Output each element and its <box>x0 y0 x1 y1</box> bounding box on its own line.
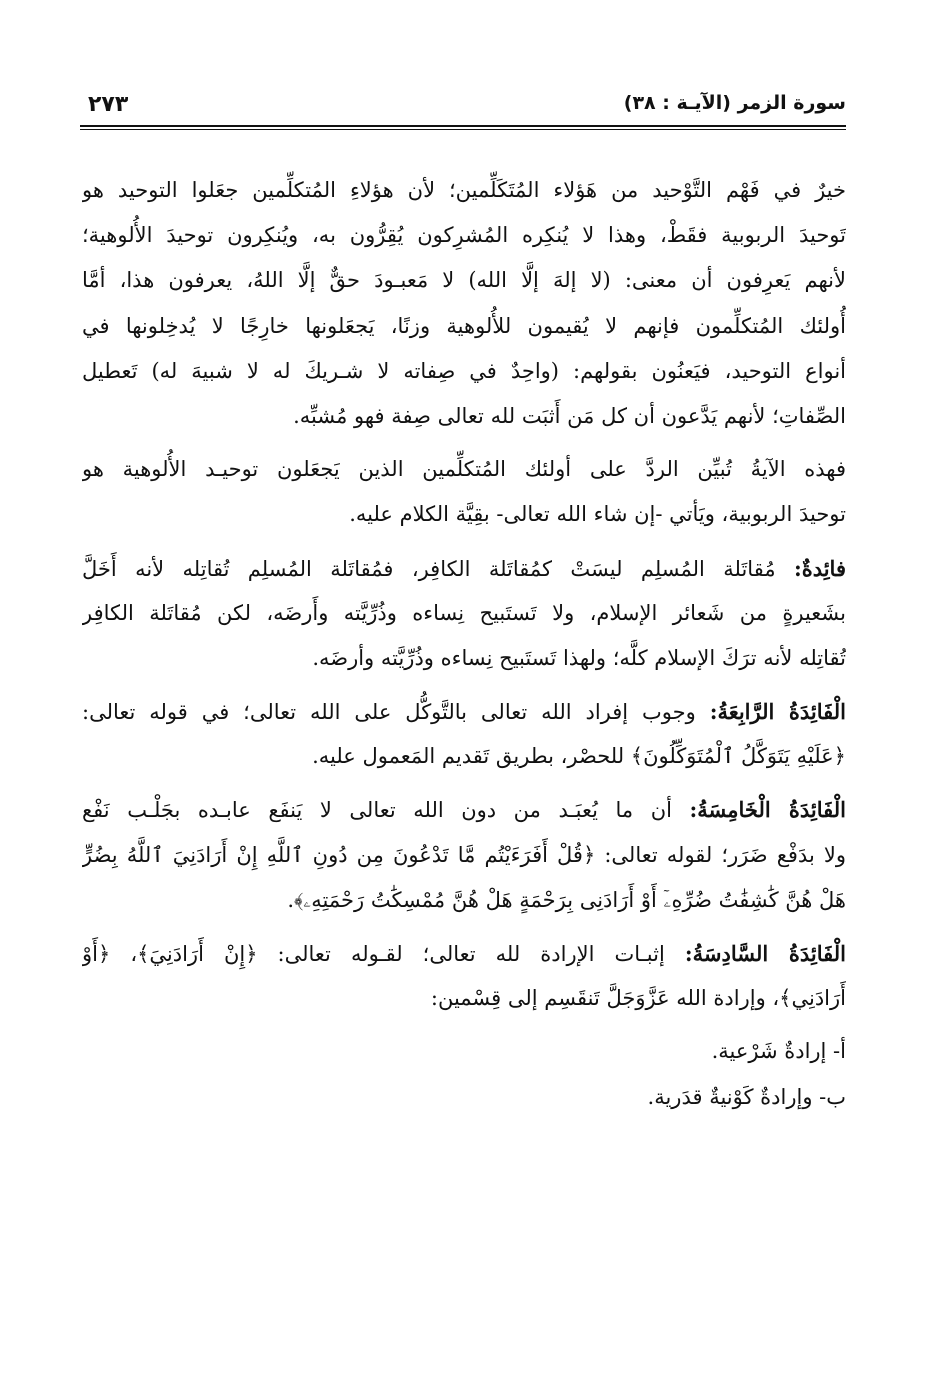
benefit-heading: الْفَائِدَةُ الْخَامِسَةُ: <box>689 797 846 823</box>
text-line <box>82 689 846 734</box>
benefit-heading: فائِدةٌ: <box>793 555 846 581</box>
paragraph-6 <box>82 931 846 1021</box>
text-line: أُولئك المُتكلِّمون فإنهم لا يُقيمون للأُلوهية وزنًا، يَجعَلونها خارِجًا لا يُدخِلونها في <box>82 313 846 338</box>
surah-title: سورة الزمر (الآيـة : ٣٨) <box>623 92 846 114</box>
benefit-heading: الْفَائِدَةُ السَّادِسَةُ: <box>684 941 846 966</box>
text-line: بشَعيرةٍ من شَعائر الإسلام، ولا تَستَبيح نِساءه وذُرِّيَّته وأَرضَه، لكن مُقاتَلة الكافِر <box>82 600 846 625</box>
paragraph-3 <box>82 546 846 682</box>
text-line: هَلْ هُنَّ كَٰشِفَٰتُ ضُرِّهِۦٓ أَوْ أَرَادَنِى بِرَحْمَةٍ هَلْ هُنَّ مُمْسِكَٰتُ رَحْمَتِهِۦ﴾. <box>287 887 846 912</box>
body-text <box>82 168 846 1128</box>
page-number: ٢٧٣ <box>88 92 129 117</box>
text-line <box>82 931 846 976</box>
header-rule <box>80 125 846 127</box>
paragraph-5 <box>82 787 846 923</box>
text-line: أنواع التوحيد، فيَعنُون بقولهم: (واحِدٌ في صِفاته لا شـريكَ له لا شبيهَ له) تَعطيل <box>82 358 846 383</box>
text-line: الصِّفاتِ؛ لأنهم يَدَّعون أن كل مَن أَثبَت لله تعالى صِفة فهو مُشبِّه. <box>293 403 846 428</box>
paragraph-2 <box>82 447 846 537</box>
text-line: تُقاتِله لأنه ترَكَ الإسلام كلَّه؛ ولهذا تَستَبيح نِساءه وذُرِّيَّته وأرضَه. <box>312 645 846 670</box>
paragraph-1 <box>82 168 846 439</box>
list-item-a: أ- إرادةٌ شَرْعية. <box>711 1039 846 1064</box>
text-span: مُقاتَلة المُسلِم ليسَتْ كمُقاتَلة الكافِر، فمُقاتَلة المُسلِم تُقاتِله لأنه أَخَلَّ <box>82 556 794 581</box>
text-span: وجوب إفراد الله تعالى بالتَّوكُّل على الله تعالى؛ في قوله تعالى: <box>82 700 710 725</box>
text-line: فهذه الآيةُ تُبيِّن الردَّ على أولئك المُتكلِّمين الذين يَجعَلون توحيـد الأُلوهية هو <box>82 457 846 482</box>
text-span: إثبـات الإرادة لله تعالى؛ لقـوله تعالى: ﴿إِنْ أَرَادَنِيَ﴾، ﴿أَوْ <box>82 942 685 966</box>
paragraph-4 <box>82 689 846 779</box>
benefit-heading: الْفَائِدَةُ الرَّابِعَةُ: <box>709 699 846 725</box>
text-span: أن ما يُعبَـد من دون الله تعالى لا يَنفَع عابـده بجَلْـب نَفْع <box>82 798 690 823</box>
text-line: خيرٌ في فَهْم التَّوْحيد من هَؤلاء المُتَكَلِّمين؛ لأن هؤلاءِ المُتكلِّمين جعَلوا التوحيد هو <box>82 178 846 202</box>
text-line <box>82 546 846 591</box>
header-rule-thin <box>80 129 846 130</box>
list <box>82 1029 846 1119</box>
text-line <box>82 787 846 832</box>
text-line: توحيدَ الربوبية، ويَأتي -إن شاء الله تعالى- بقِيَّة الكلام عليه. <box>349 502 846 527</box>
list-item-b: ب- وإرادةٌ كَوْنيةٌ قدَرية. <box>647 1084 846 1109</box>
page-header <box>80 88 846 124</box>
text-line: أَرَادَنِي﴾، وإرادة الله عَزَّوَجَلَّ تَنقَسِم إلى قِسْمين: <box>430 986 846 1011</box>
text-line: ﴿عَلَيْهِ يَتَوَكَّلُ ٱلْمُتَوَكِّلُونَ﴾ للحصْر، بطريق تَقديم المَعمول عليه. <box>312 744 846 769</box>
text-line: لأنهم يَعرِفون أن معنى: (لا إلهَ إلَّا الله) لا مَعبـودَ حقٌّ إلَّا اللهُ، يعرفون هذا، أمَّا <box>82 268 846 293</box>
text-line: تَوحيدَ الربوبية فقَطْ، وهذا لا يُنكِره المُشرِكون يُقِرُّون به، ويُنكِرون توحيدَ الأُلوهية؛ <box>82 223 846 248</box>
text-line: ولا بدَفْع ضَرَر؛ لقوله تعالى: ﴿قُلْ أَفَرَءَيْتُم مَّا تَدْعُونَ مِن دُونِ ٱللَّهِ إِنْ أَرَادَنِيَ ٱللَّهُ بِضُرٍّ <box>82 842 846 867</box>
